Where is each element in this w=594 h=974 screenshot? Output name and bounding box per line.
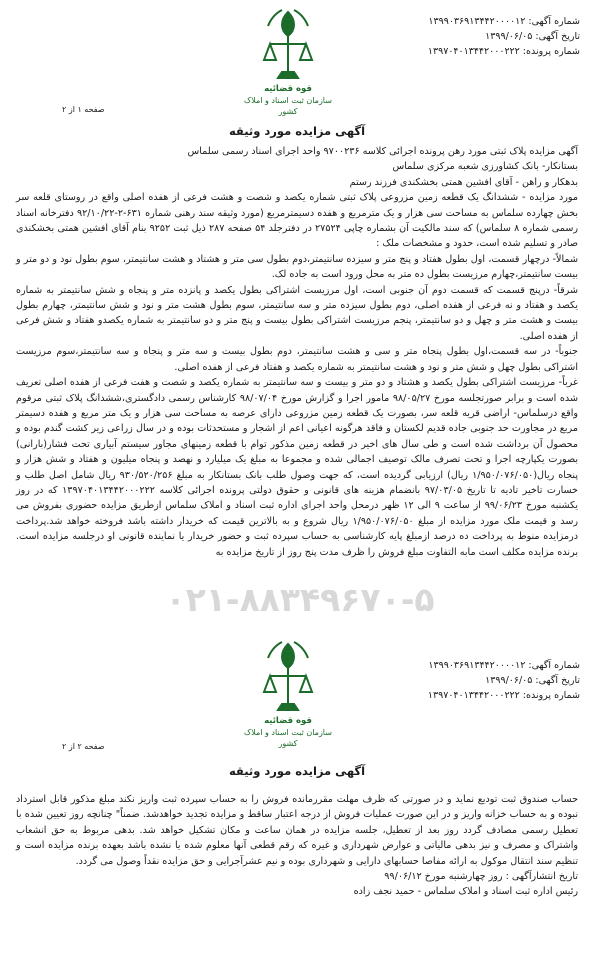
notice-body — [16, 792, 578, 900]
page-title: آگهی مزایده مورد وثیقه — [228, 124, 366, 138]
publication-date: تاریخ انتشارآگهی : روز چهارشنبه مورخ ۹۹/۰۶/۱۲ — [384, 871, 578, 883]
page-number: صفحه ۱ از ۲ — [62, 105, 105, 114]
notice-meta — [428, 14, 580, 59]
page-2 — [0, 652, 594, 974]
page-number: صفحه ۲ از ۲ — [62, 742, 105, 751]
scales-of-justice-icon — [260, 638, 316, 716]
notice-date: تاریخ آگهی: ۱۳۹۹/۰۶/۰۵ — [485, 675, 580, 686]
page-title: آگهی مزایده مورد وثیقه — [228, 764, 366, 778]
scales-of-justice-icon — [260, 6, 316, 84]
phone-watermark: ۰۲۱-۸۸۳۴۹۶۷۰-۵ — [165, 580, 435, 619]
paragraph: شمالاً- درچهار قسمت، اول بطول هفتاد و پنج متر و سیزده سانتیمتر،دوم بطول سی متر و هشتاد و هشت سانتیمتر، سوم بطول نود و دو متر و بیست سانتیمتر،چهارم مرزیست بطول ده متر به محل ورود است به جاده لک. — [16, 253, 578, 281]
case-number: شماره پرونده: ۱۳۹۷۰۴۰۱۳۴۴۲۰۰۰۲۲۲ — [427, 690, 580, 701]
judiciary-emblem — [236, 638, 340, 749]
emblem-caption-top: قوه قضائیه — [264, 84, 312, 94]
paragraph: مورد مزایده - ششدانگ یک قطعه زمین مزروعی پلاک ثبتی شماره یکصد و شصت و هشت فرعی از هفده اصلی واقع در روستای قلعه سر بخش چهارده سلماس به مساحت سی هزار و یک مترمربع و هفده دسیمترمربع (مورد وثیقه سند رهنی شماره ۶۳۱-۲-۹۲/۱۰/۲۲ دفترخانه اسناد رسمی شماره ۸ سلماس) که سند مالکیت آن بشماره چاپی ۲۷۵۲۴ در دفترجلد ۵۴ صفحه ۲۸۷ ذیل ثبت ۹۲۵۲ بنام آقای افشین همتی بخشکندی صادر و تسلیم شده است، حدود و مشخصات ملک : — [16, 192, 579, 250]
paragraph: شرقاً- درپنج قسمت که قسمت دوم آن جنوبی است، اول مرزیست اشتراکی بطول یکصد و پانزده متر و پنجاه و شش سانتیمتر به شماره یکصد و هفتاد و نه فرعی از هفده اصلی، دوم بطول سیزده متر و سه سانتیمتر، سوم بطول هشت متر و نود و شش سانتیمتر، چهارم بطول بیست و هشت متر و چهل و دو سانتیمتر، پنجم مرزیست اشتراکی بطول بیست و پنج متر و دو سانتیمتر به شماره یکصدو هفتاد و شش فرعی از هفده اصلی. — [16, 284, 578, 342]
paragraph: حساب صندوق ثبت تودیع نماید و در صورتی که ظرف مهلت مقررمانده فروش را به حساب سپرده ثبت واریز نکند مبلغ مذکور قابل استرداد نبوده و به حساب خزانه واریز و در این صورت عملیات فروش از درجه اعتبار ساقط و مزایده تجدید خواهدشد. ضمناً" چنانچه روز تعیین شده با تعطیل رسمی مصادف گردد روز بعد از تعطیل، جلسه مزایده در همان ساعت و مکان تشکیل خواهد شد. بدهی مربوط به حق انشعاب واشتراک و مصرف و نیز بدهی مالیاتی و عوارض شهرداری و غیره که رقم قطعی آنها معلوم شده یا نشده باشد بعهده برنده مزایده است و تنظیم سند انتقال موکول به ارائه مفاصا حسابهای دارایی و شهرداری بوده و نیم عشرآجرایی و حق مزایده نقداً وصول می گردد. — [16, 794, 578, 867]
notice-meta — [428, 658, 580, 703]
notice-date: تاریخ آگهی: ۱۳۹۹/۰۶/۰۵ — [485, 31, 580, 42]
paragraph: جنوباً- در سه قسمت،اول بطول پنجاه متر و سی و هشت سانتیمتر، دوم بطول بیست و سه متر و پنجاه و سه سانتیمتر،سوم مرزیست اشتراکی بطول چهل و شش متر و نود و هشت سانتیمتر به شماره یکصد و هفتاد فرعی از هفده اصلی. — [16, 346, 578, 373]
emblem-caption-bottom: سازمان ثبت اسناد و املاک کشور — [244, 96, 332, 116]
paragraph: بدهکار و راهن - آقای افشین همتی بخشکندی فرزند رستم — [349, 176, 578, 188]
signature-line: رئیس اداره ثبت اسناد و املاک سلماس - حمید نجف زاده — [353, 886, 578, 898]
paragraph: بستانکار- بانک کشاورزی شعبه مرکزی سلماس — [392, 161, 578, 173]
notice-body — [16, 144, 578, 560]
emblem-caption-bottom: سازمان ثبت اسناد و املاک کشور — [244, 728, 332, 748]
paragraph: غرباً- مرزیست اشتراکی بطول یکصد و هشتاد و دو متر و بیست و سه سانتیمتر به شماره یکصد و شصت و هفت فرعی از هفده اصلی تعریف شده است و برابر صورتجلسه مورخ ۹۸/۰۵/۲۷ مامور اجرا و گزارش مورخ ۹۸/۰۷/۰۴ کارشناس رسمی دادگستری،ششدانگ پلاک ثبتی مرقوم واقع درسلماس- اراضی قریه قلعه سر، بصورت یک قطعه زمین مزروعی دارای عرصه به مساحت سی هزار و یک متر مربع و هفده دسیمتر مربع در مجاورت حد جنوبی جاده قدیم لکستان و فاقد هرگونه اعیانی اعم از اشجار و مستحدثات بوده و در سال زراعی زیر کشت گندم بوده و محصول آن برداشت شده است و طی سال های اخیر در قطعه زمین مذکور توام با قطعه زمینهای مجاور سیستم آبیاری تحت فشار(بارانی) بصورت یکپارچه اجرا و تحت تصرف مالک توصیف اجمالی شده و مجموعا به مبلغ یک میلیارد و نهصد و پنجاه میلیون و هفتاد و شش هزار و پنجاه ریال(۱/۹۵۰/۰۷۶/۰۵۰ ریال) ارزیابی گردیده است، که جهت وصول طلب بانک بستانکار به مبلغ ۹۳۰/۵۲۰/۲۵۶ ریال شامل اصل طلب و خسارت تاخیر تادیه تا تاریخ ۹۷/۰۳/۰۵ بانضمام هزینه های قانونی و حقوق دولتی پرونده اجرائی کلاسه ۱۳۹۷۰۴۰۱۳۴۴۲۰۰۰۲۲۲ که در روز یکشنبه مورخ ۹۹/۰۶/۲۳ از ساعت ۹ الی ۱۲ ظهر درمحل واحد اجرای اداره ثبت اسناد و املاک سلماس ازطریق مزایده حضوری بفروش می رسد و قیمت ملک مورد مزایده از مبلغ ۱/۹۵۰/۰۷۶/۰۵۰ ریال شروع و به بالاترین قیمت که خریدار داشته باشد فروخته خواهد شد.پرداخت درمزایده منوط به پرداخت ده درصد ازمبلغ پایه کارشناسی به حساب سپرده ثبت و حضور خریدار یا نماینده قانونی او درجلسه مزایده است. برنده مزایده مکلف است مابه التفاوت مبلغ فروش را ظرف مدت پنج روز از تاریخ مزایده به — [16, 377, 579, 558]
case-number: شماره پرونده: ۱۳۹۷۰۴۰۱۳۴۴۲۰۰۰۲۲۲ — [427, 46, 580, 57]
judiciary-emblem — [236, 6, 340, 117]
paragraph: آگهی مزایده پلاک ثبتی مورد رهن پرونده اجرائی کلاسه ۹۷۰۰۲۳۶ واحد اجرای اسناد رسمی سلماس — [187, 146, 578, 157]
emblem-caption-top: قوه قضائیه — [264, 716, 312, 726]
notice-number: شماره آگهی: ۱۳۹۹۰۳۶۹۱۳۴۴۲۰۰۰۰۱۲ — [428, 660, 580, 671]
notice-number: شماره آگهی: ۱۳۹۹۰۳۶۹۱۳۴۴۲۰۰۰۰۱۲ — [428, 16, 580, 27]
